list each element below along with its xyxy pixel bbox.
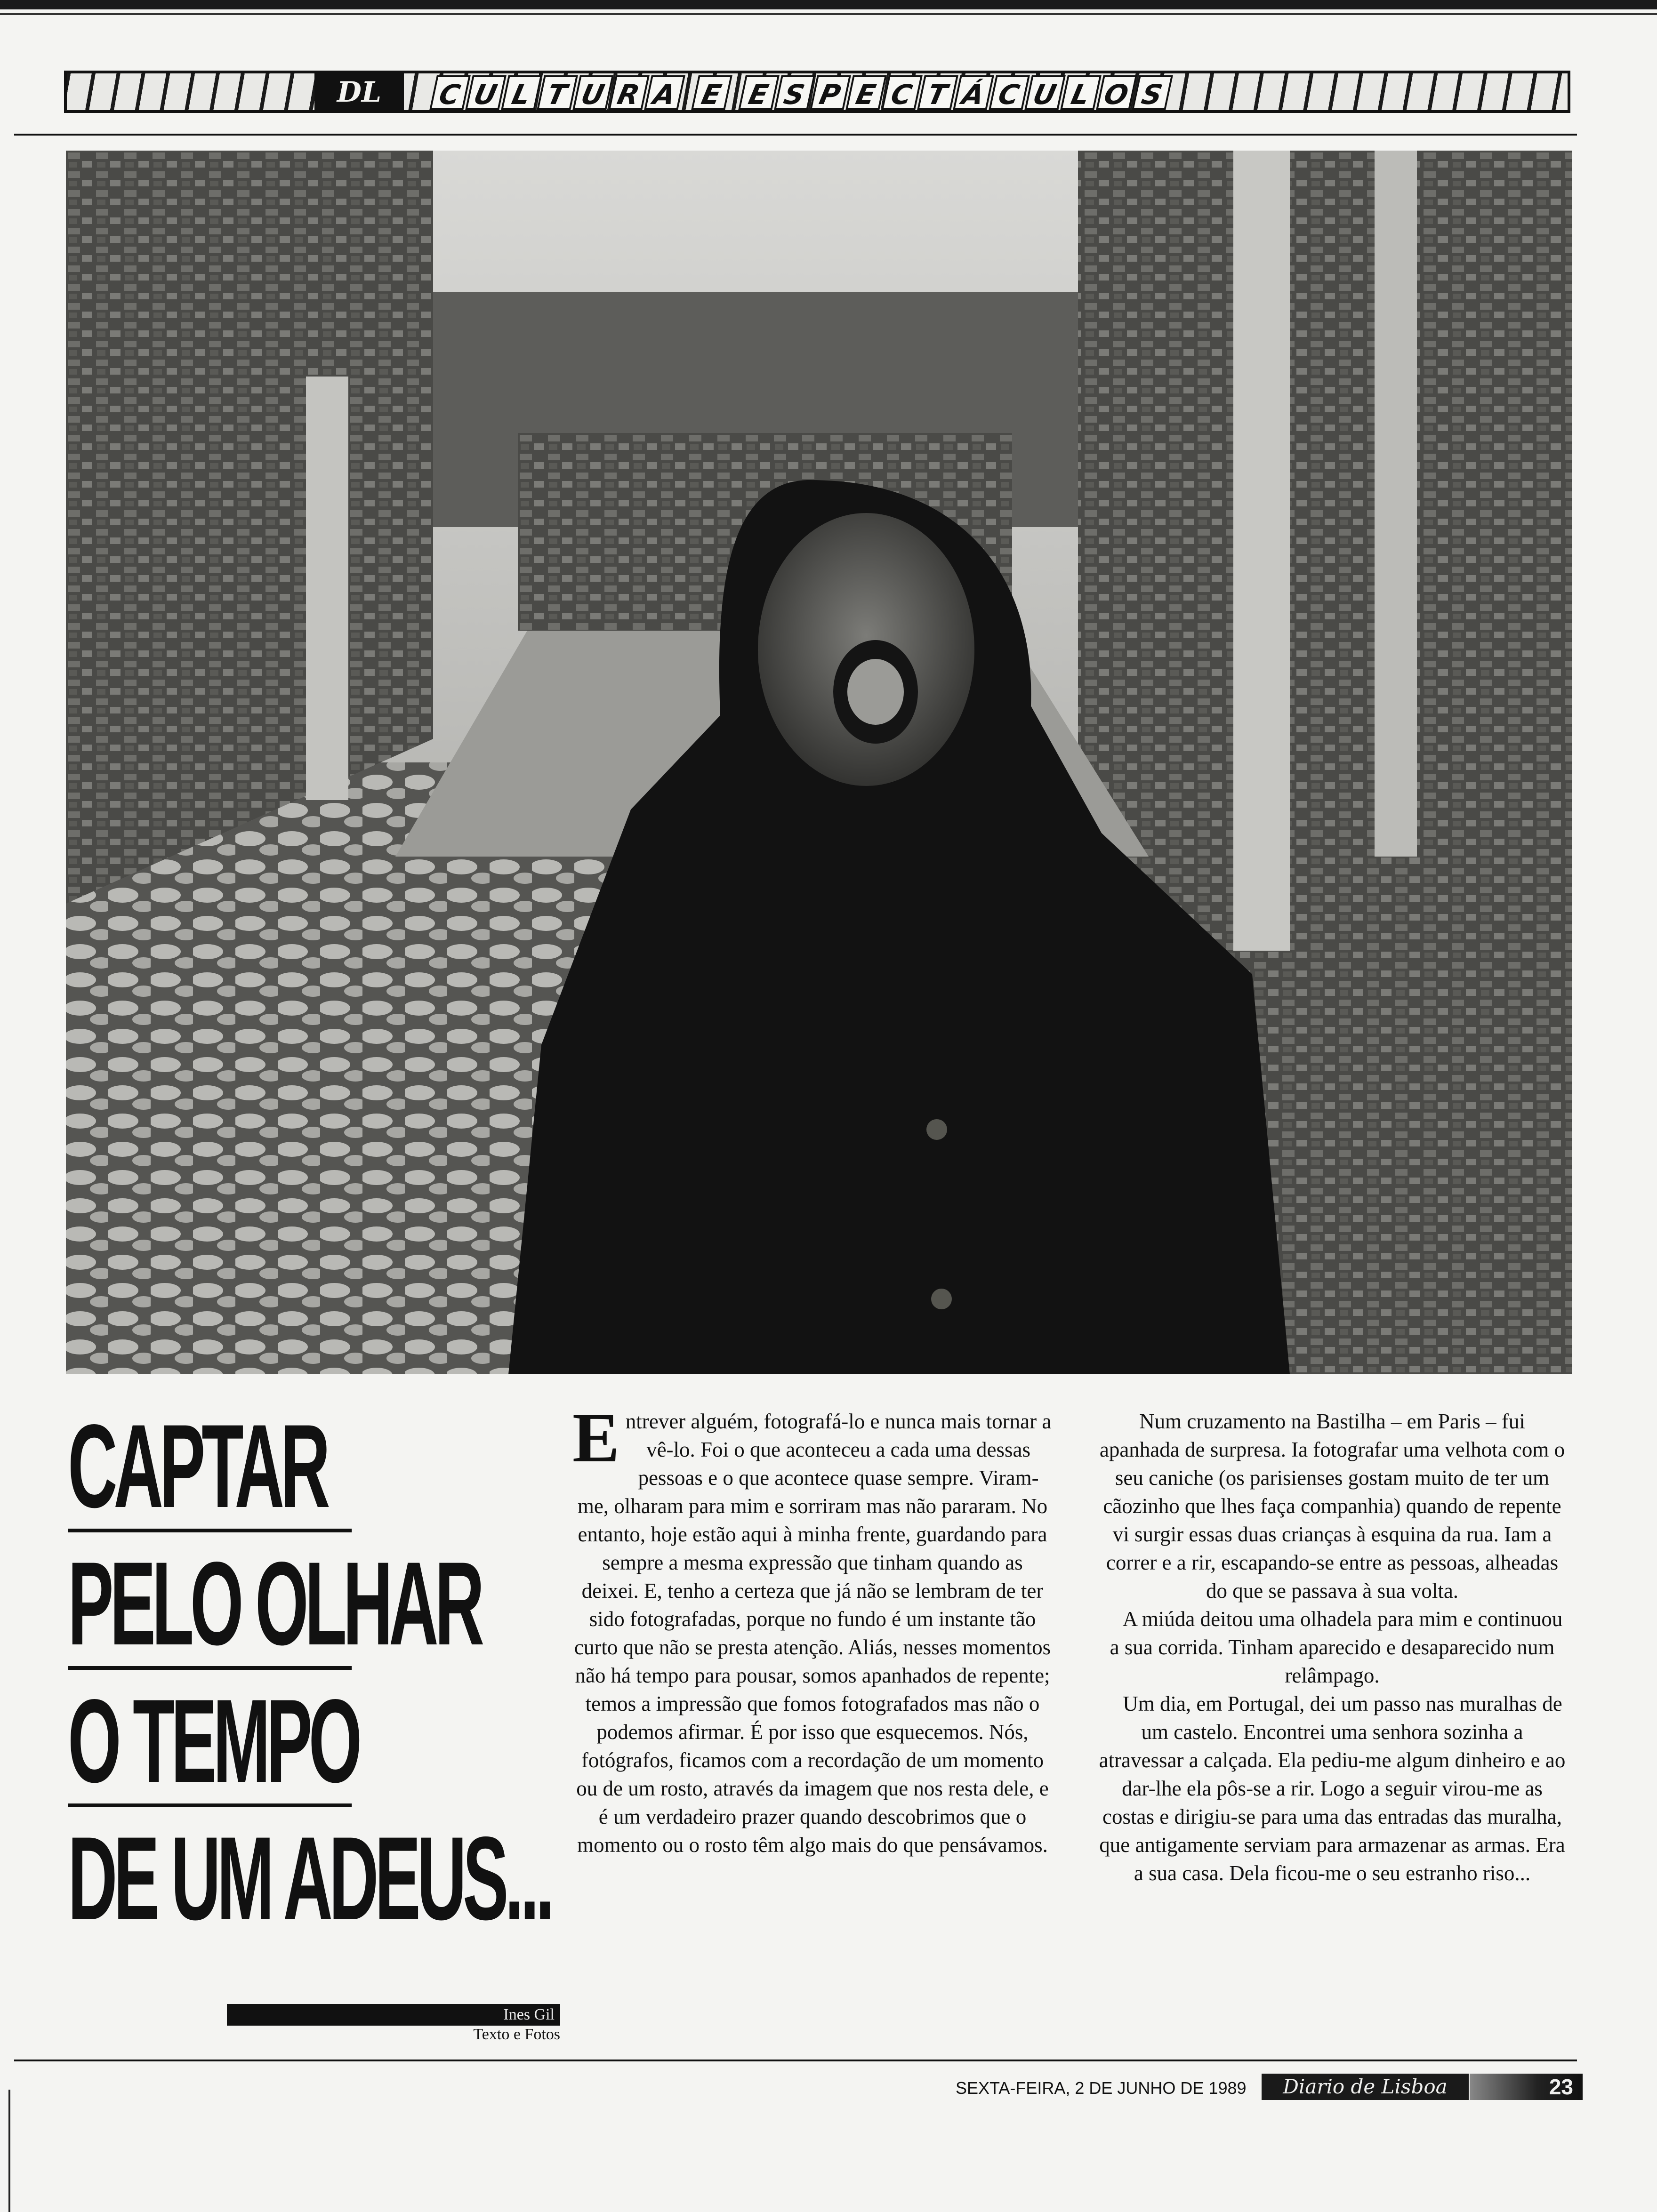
article-column-1 <box>572 1399 1053 1859</box>
section-title-letter: S <box>1132 75 1173 110</box>
article-paragraph-2: Num cruzamento na Bastilha – em Paris – fui apanhada de surpresa. Ia fotografar uma velhota com o seu caniche (os parisienses gostam muito de ter um cãozinho que lhes faça companhia) quando de repente vi surgir essas duas crianças à esquina da rua. Iam a correr e a rir, escapando-se entre as pessoas, alheadas do que se passava à sua volta. <box>1099 1410 1565 1603</box>
section-title-letter: E <box>738 75 780 110</box>
section-title <box>433 74 1171 111</box>
top-border-thin <box>0 13 1657 15</box>
section-title-letter: O <box>1096 75 1137 110</box>
article-column-2 <box>1097 1407 1568 1887</box>
section-title-letter: Á <box>953 75 994 110</box>
article-text-1: ntrever alguém, fotografá-lo e nunca mais tornar a vê-lo. Foi o que aconteceu a cada uma dessas pessoas e o que acontece quase sempre. Viram-me, olharam para mim e sorriram mas não pararam. No entanto, hoje estão aqui à minha frente, guardando para sempre a mesma expressão que tinham quando as deixei. E, tenho a certeza que já não se lembram de ter sido fotografadas, porque no fundo é um instante tão curto que não se presta atenção. Aliás, nesses momentos não há tempo para pousar, somos apanhados de repente; temos a impressão que fomos fotografados mas não o podemos afirmar. É por isso que esquecemos. Nós, fotógrafos, ficamos com a recordação de um momento ou de um rosto, através da imagem que nos resta dele, e é um verdadeiro prazer quando descobrimos que o momento ou o rosto têm algo mais do que pensávamos. <box>574 1410 1052 1857</box>
headline-line-3: O TEMPO <box>68 1675 359 1807</box>
section-title-letter: S <box>774 75 815 110</box>
drop-cap: E <box>572 1399 620 1477</box>
section-title-letter: C <box>989 75 1030 110</box>
page-number: 23 <box>1470 2074 1583 2100</box>
dl-logo: DL <box>314 73 404 111</box>
footer-rule <box>14 2060 1577 2061</box>
section-title-letter: U <box>572 75 614 110</box>
headline-line-4: DE UM ADEUS... <box>68 1812 551 1945</box>
section-title-letter: A <box>644 75 685 110</box>
top-border <box>0 0 1657 9</box>
headline-line-2: PELO OLHAR <box>68 1538 481 1670</box>
section-title-letter: E <box>845 75 887 110</box>
section-title-letter: P <box>810 75 851 110</box>
header-rule <box>14 134 1577 136</box>
section-title-letter: R <box>608 75 650 110</box>
section-title-letter: L <box>501 75 542 110</box>
headline <box>68 1400 557 1953</box>
newspaper-name: Diario de Lisboa <box>1262 2074 1469 2100</box>
section-title-letter: T <box>537 75 578 110</box>
author-credit: Texto e Fotos <box>473 2026 560 2043</box>
section-title-letter: C <box>881 75 923 110</box>
section-title-letter: E <box>691 75 732 110</box>
issue-date: SEXTA-FEIRA, 2 DE JUNHO DE 1989 <box>956 2078 1247 2098</box>
author-name: Ines Gil <box>227 2004 560 2026</box>
article-paragraph-1 <box>572 1399 1053 1859</box>
section-title-letter: L <box>1060 75 1102 110</box>
section-title-letter: U <box>1024 75 1066 110</box>
section-title-letter: U <box>465 75 507 110</box>
photo-old-woman-alley <box>66 151 1572 1374</box>
article-paragraph-4: Um dia, em Portugal, dei um passo nas muralhas de um castelo. Encontrei uma senhora sozinha a atravessar a calçada. Ela pediu-me algum dinheiro e ao dar-lhe ela pôs-se a rir. Logo a seguir virou-me as costas e dirigiu-se para uma das entradas das muralha, que antigamente serviam para armazenar as armas. Era a sua casa. Dela ficou-me o seu estranho riso... <box>1099 1692 1566 1885</box>
section-title-letter: T <box>917 75 958 110</box>
article-paragraph-3: A miúda deitou uma olhadela para mim e continuou a sua corrida. Tinham aparecido e desaparecido num relâmpago. <box>1110 1607 1563 1687</box>
page-edge-mark <box>8 2090 10 2212</box>
section-title-letter: C <box>429 75 471 110</box>
article-photo <box>66 151 1572 1374</box>
headline-line-1: CAPTAR <box>68 1407 352 1532</box>
